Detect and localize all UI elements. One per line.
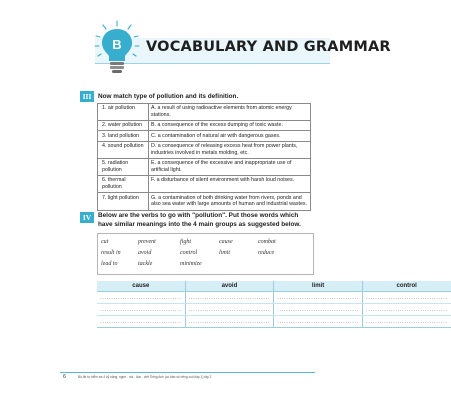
pollution-definition: C. a contamination of natural air with dangerous gases. [149, 131, 311, 141]
matching-row [98, 193, 311, 210]
group-answer-row [97, 304, 451, 316]
exercise-4-number: IV [80, 212, 94, 223]
matching-row [98, 104, 311, 121]
answer-blank[interactable]: .................................... [362, 292, 450, 304]
pollution-term: 4. sound pollution [98, 141, 149, 158]
group-answer-row [97, 316, 451, 328]
answer-blank[interactable]: .................................... [274, 292, 363, 304]
answer-blank[interactable]: .................................... [274, 304, 363, 316]
matching-table [97, 103, 311, 211]
pollution-definition: D. a consequence of releasing excess heat from power plants, industries involved in metals molding, etc. [149, 141, 311, 158]
group-column-header: avoid [185, 281, 274, 292]
matching-row [98, 141, 311, 158]
pollution-term: 6. thermal pollution [98, 176, 149, 193]
pollution-definition: A. a result of using radioactive elements from atomic energy stations. [149, 104, 311, 121]
section-title: VOCABULARY AND GRAMMAR [146, 39, 391, 55]
group-column-header: limit [274, 281, 363, 292]
exercise-3-instruction: Now match type of pollution and its definition. [98, 93, 239, 100]
exercise-3-number: III [80, 91, 94, 102]
word-bank-item: cause [219, 239, 233, 245]
matching-row [98, 158, 311, 175]
footer-divider [60, 372, 315, 373]
answer-blank[interactable]: .................................... [185, 304, 274, 316]
matching-row [98, 131, 311, 141]
answer-blank[interactable]: .................................... [362, 304, 450, 316]
answer-blank[interactable]: .................................... [362, 316, 450, 328]
word-bank-item: reduce [258, 250, 275, 256]
word-bank-item: combat [258, 239, 276, 245]
word-bank-item: lead to [101, 261, 118, 267]
pollution-definition: F. a disturbance of silent environment with harsh loud noises. [149, 176, 311, 193]
exercise-4-instruction: Below are the verbs to go with "pollution". Put those words which have similar meanings into the 4 main groups as suggested below. [98, 212, 301, 228]
word-bank-item: limit [219, 250, 231, 256]
matching-row [98, 176, 311, 193]
word-bank-item: cut [101, 239, 109, 245]
word-bank-item: minimize [180, 261, 202, 267]
pollution-term: 3. land pollution [98, 131, 149, 141]
page-number: 6 [63, 374, 67, 380]
word-bank-item: fight [180, 239, 192, 245]
section-letter: B [112, 37, 122, 52]
group-column-header: cause [97, 281, 185, 292]
footer-text: Bộ đề tự kiểm tra 4 kỹ năng: nghe - nói - đọc - viết Tiếng Anh (có bản số riêng cuối tập 1) tập 2 [78, 375, 212, 379]
group-answer-row [97, 292, 451, 304]
pollution-definition: E. a consequence of the excessive and inappropriate use of artificial light. [149, 158, 311, 175]
answer-blank[interactable]: .................................... [97, 292, 185, 304]
groups-table [97, 281, 451, 328]
pollution-term: 5. radiation pollution [98, 158, 149, 175]
word-bank-item: control [180, 250, 198, 256]
pollution-definition: G. a contamination of both drinking water from rivers, ponds and also sea water with large amounts of human and industrial wastes. [149, 193, 311, 210]
word-bank-item: tackle [138, 261, 153, 267]
pollution-term: 2. water pollution [98, 121, 149, 131]
answer-blank[interactable]: .................................... [274, 316, 363, 328]
pollution-term: 1. air pollution [98, 104, 149, 121]
answer-blank[interactable]: .................................... [185, 292, 274, 304]
answer-blank[interactable]: .................................... [97, 316, 185, 328]
word-bank-item: prevent [138, 239, 156, 245]
word-bank-item: result in [101, 250, 121, 256]
pollution-term: 7. light pollution [98, 193, 149, 210]
word-bank [97, 233, 314, 275]
lightbulb-icon [91, 18, 143, 78]
matching-row [98, 121, 311, 131]
word-bank-item: avoid [138, 250, 152, 256]
pollution-definition: B. a consequence of the excess dumping of toxic waste. [149, 121, 311, 131]
answer-blank[interactable]: .................................... [97, 304, 185, 316]
group-column-header: control [362, 281, 450, 292]
answer-blank[interactable]: .................................... [185, 316, 274, 328]
